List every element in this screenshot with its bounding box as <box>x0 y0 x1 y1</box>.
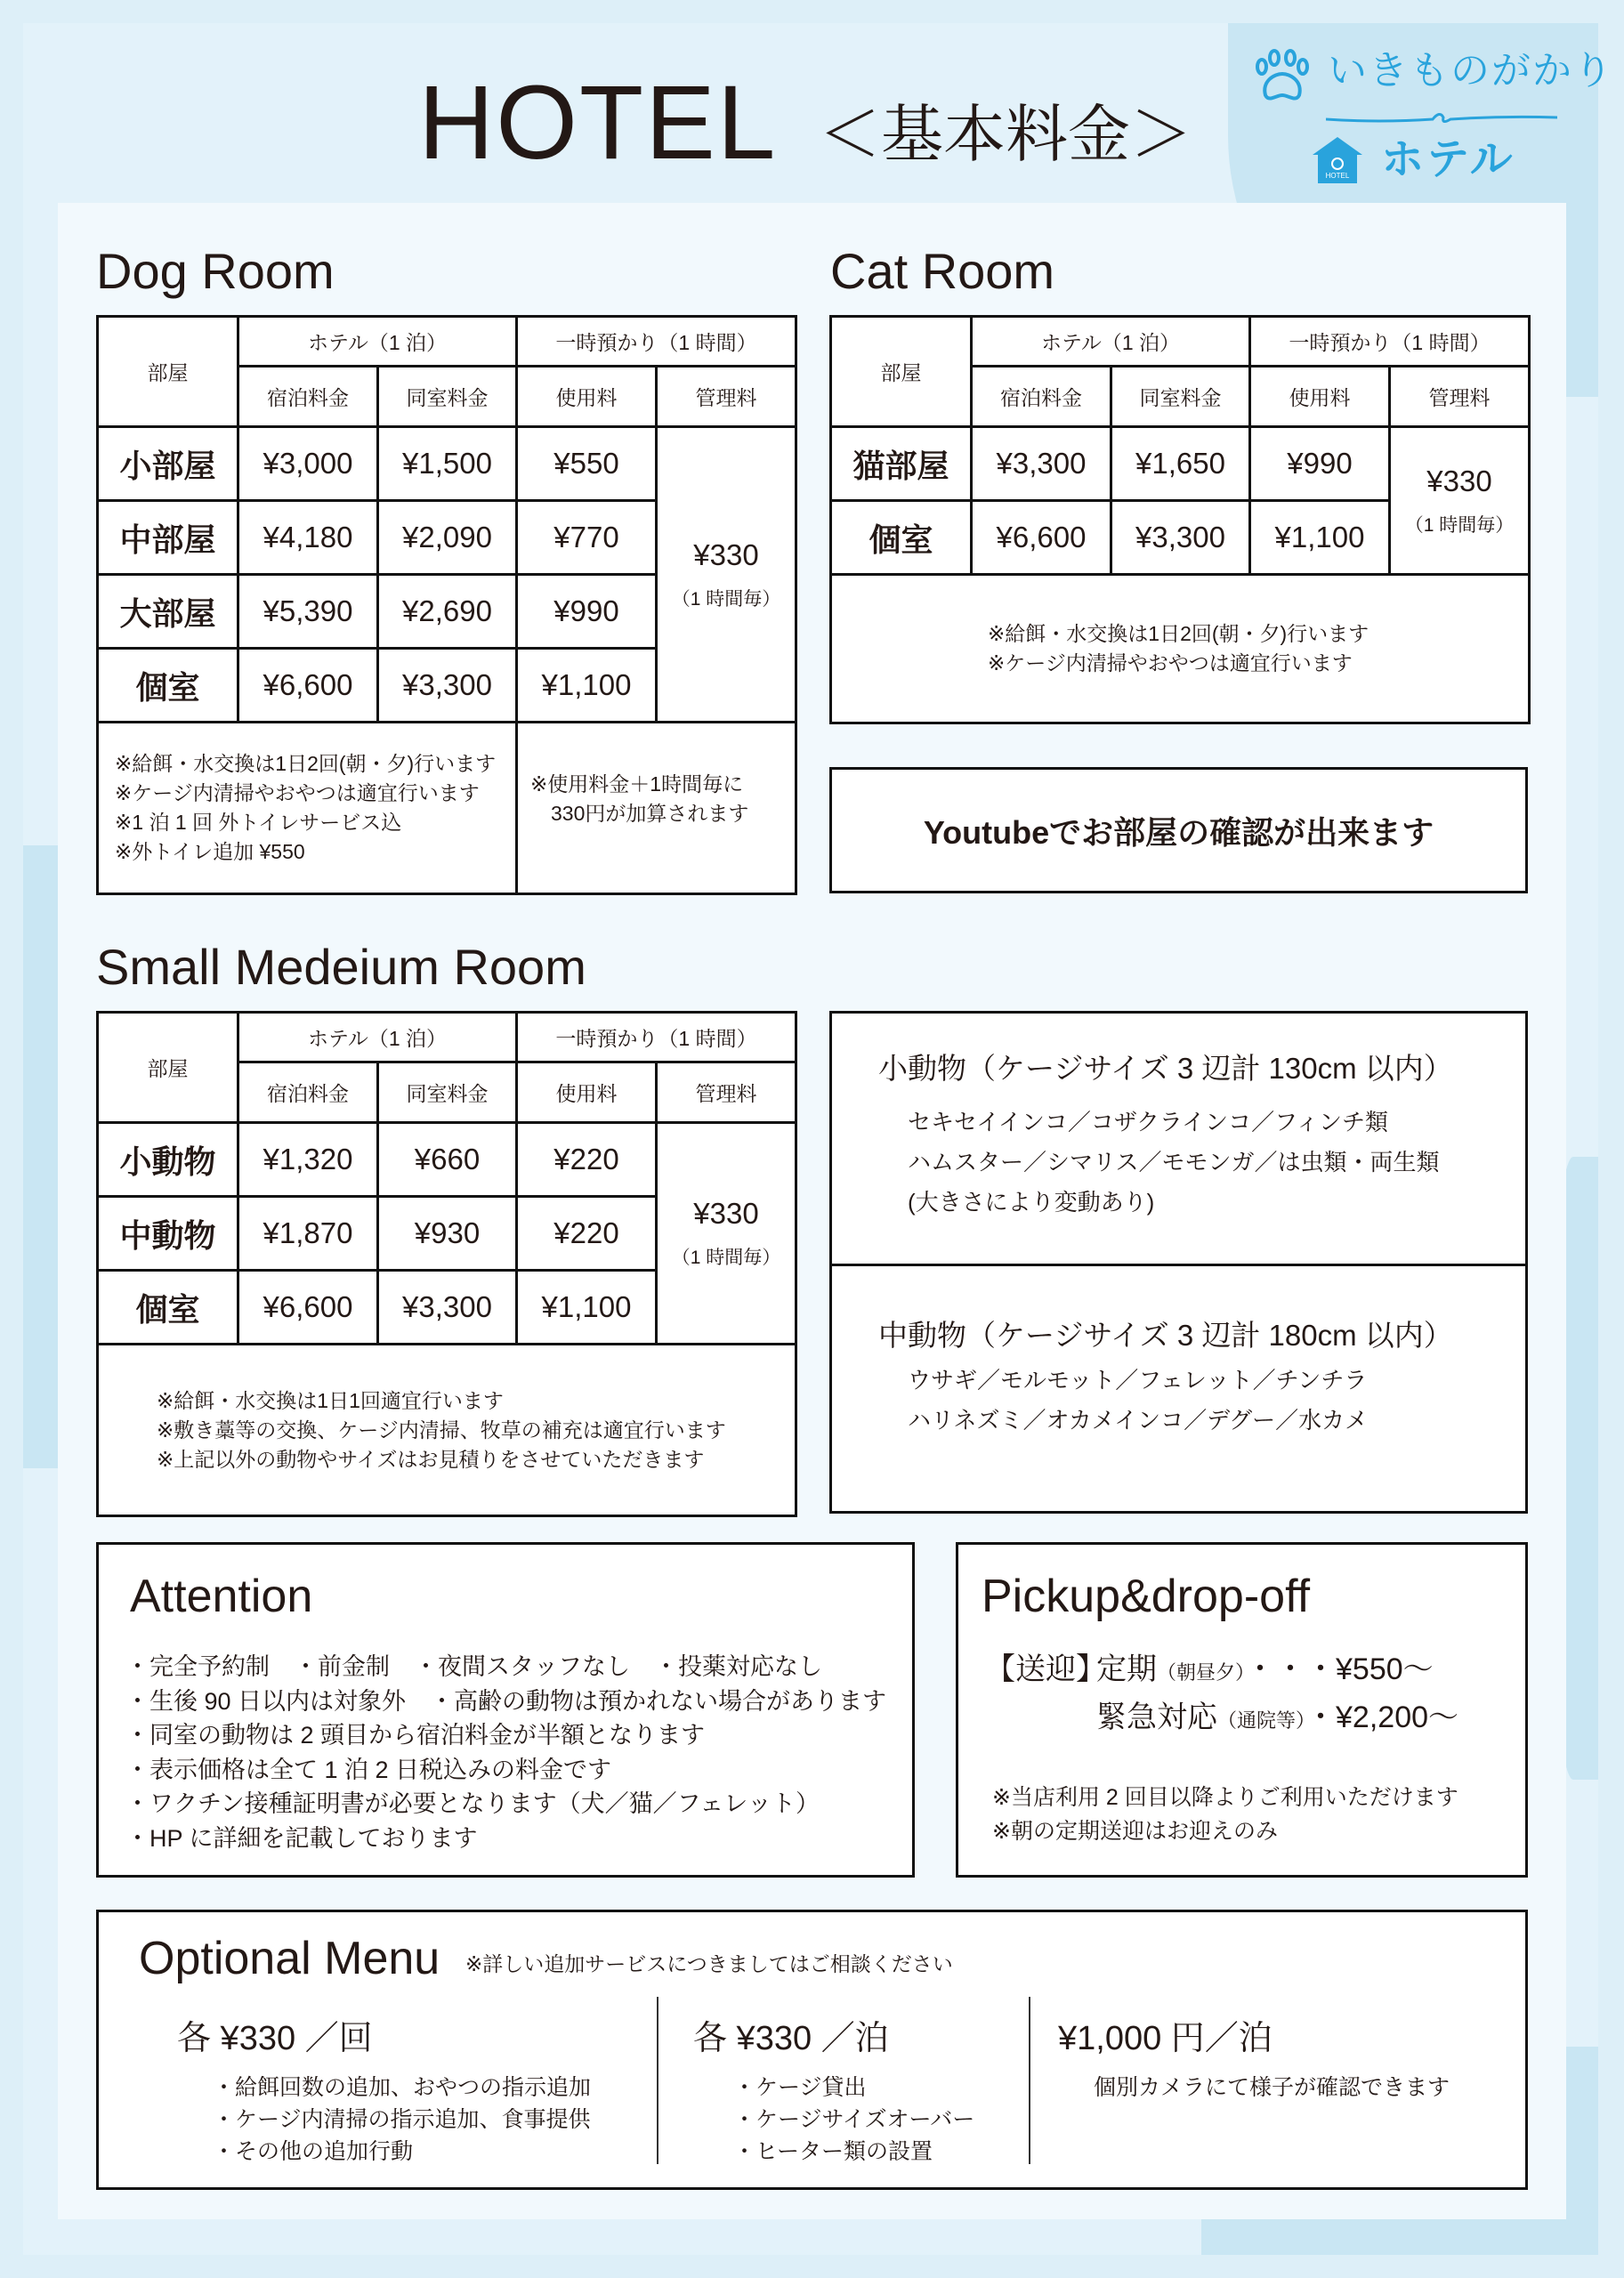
stay-fee: ¥6,600 <box>238 649 378 723</box>
animal-line: ハリネズミ／オカメインコ／デグー／水カメ <box>908 1407 1369 1434</box>
stay-fee: ¥5,390 <box>238 575 378 649</box>
header-usage-fee: 使用料 <box>517 1062 657 1123</box>
table-row <box>98 1123 796 1197</box>
header-same-room-fee: 同室料金 <box>378 367 517 427</box>
note-line: ※1 泊 1 回 外トイレサービス込 <box>115 811 402 834</box>
optional-menu-box <box>96 1910 1528 2190</box>
pickup-box <box>956 1542 1528 1878</box>
header-stay-fee: 宿泊料金 <box>238 1062 378 1123</box>
attention-box <box>96 1542 915 1878</box>
stay-fee: ¥3,300 <box>972 427 1111 501</box>
same-room-fee: ¥930 <box>378 1197 517 1271</box>
pickup-dots: ・ <box>1305 1700 1337 1734</box>
pickup-label: 【送迎】 <box>985 1652 1106 1686</box>
pickup-note: （朝昼夕） <box>1157 1661 1246 1684</box>
small-animal-title: 小動物（ケージサイズ 3 辺計 130cm 以内） <box>878 1052 1453 1085</box>
room-name: 小部屋 <box>98 427 238 501</box>
small-animal-list <box>908 1103 1439 1223</box>
pickup-price: ¥2,200～ <box>1336 1700 1459 1734</box>
header-stay-fee: 宿泊料金 <box>238 367 378 427</box>
pickup-emergency <box>1096 1692 1458 1736</box>
notes-row <box>98 1345 796 1516</box>
management-fee <box>657 427 796 723</box>
pickup-regular <box>1096 1644 1434 1688</box>
header-management-fee: 管理料 <box>1390 367 1530 427</box>
page-subtitle: ＜基本料金＞ <box>819 100 1192 169</box>
header-stay-fee: 宿泊料金 <box>972 367 1111 427</box>
animal-size-box <box>829 1011 1528 1514</box>
dog-price-table <box>96 315 797 895</box>
animal-line: ハムスター／シマリス／モモンガ／は虫類・両生類 <box>908 1149 1440 1175</box>
pickup-dots: ・・・ <box>1245 1652 1337 1686</box>
usage-fee: ¥990 <box>1250 427 1390 501</box>
same-room-fee: ¥3,300 <box>1111 501 1250 575</box>
cat-price-table <box>829 315 1531 724</box>
usage-fee: ¥1,100 <box>517 649 657 723</box>
management-fee-value: ¥330 <box>1426 464 1492 497</box>
stay-fee: ¥4,180 <box>238 501 378 575</box>
logo-wave <box>1326 112 1557 126</box>
header-hotel: ホテル（1 泊） <box>238 1013 517 1062</box>
optional-price: ¥1,000 円／泊 <box>1058 2020 1273 2057</box>
optional-price: 各 ¥330 ／回 <box>177 2020 373 2057</box>
room-name: 中動物 <box>98 1197 238 1271</box>
note-line: ※ケージ内清掃やおやつは適宜行います <box>115 781 480 804</box>
notes <box>98 723 517 894</box>
page-title: HOTEL <box>418 64 778 182</box>
medium-animal-title: 中動物（ケージサイズ 3 辺計 180cm 以内） <box>878 1319 1453 1352</box>
optional-item: ・その他の追加行動 <box>213 2139 414 2164</box>
optional-item: ・ケージサイズオーバー <box>733 2107 975 2132</box>
room-name: 猫部屋 <box>831 427 972 501</box>
pickup-note-line: ※朝の定期送迎はお迎えのみ <box>992 1819 1278 1844</box>
notes <box>831 575 1530 723</box>
small-animal-price-table <box>96 1011 797 1517</box>
header-temporary: 一時預かり（1 時間） <box>517 1013 796 1062</box>
logo-sub: ホテル <box>1381 136 1515 183</box>
same-room-fee: ¥2,090 <box>378 501 517 575</box>
note-line: ※上記以外の動物やサイズはお見積りをさせていただきます <box>157 1447 705 1471</box>
room-name: 個室 <box>98 1271 238 1345</box>
header-room: 部屋 <box>831 317 972 427</box>
youtube-text: Youtubeでお部屋の確認が出来ます <box>923 813 1434 851</box>
note-line: ※給餌・水交換は1日1回適宜行います <box>157 1388 504 1412</box>
animal-line: ウサギ／モルモット／フェレット／チンチラ <box>908 1367 1368 1393</box>
optional-item: ・給餌回数の追加、おやつの指示追加 <box>213 2075 592 2100</box>
management-fee-unit: （1 時間毎） <box>671 588 781 610</box>
dog-room-heading: Dog Room <box>96 243 335 299</box>
management-fee-unit: （1 時間毎） <box>671 1248 781 1268</box>
management-fee-value: ¥330 <box>693 1197 759 1230</box>
optional-col-per-time <box>177 2010 591 2168</box>
note-line: ※使用料金＋1時間毎に <box>530 772 744 796</box>
brand-logo <box>1255 44 1614 196</box>
paw-icon <box>1255 49 1310 104</box>
room-name: 大部屋 <box>98 575 238 649</box>
header-same-room-fee: 同室料金 <box>378 1062 517 1123</box>
animal-line: (大きさにより変動あり) <box>908 1189 1155 1216</box>
note-line: ※給餌・水交換は1日2回(朝・夕)行います <box>988 622 1369 645</box>
header-management-fee: 管理料 <box>657 367 796 427</box>
header-usage-fee: 使用料 <box>517 367 657 427</box>
optional-col-per-night <box>693 2010 974 2168</box>
note-line: ※敷き藁等の交換、ケージ内清掃、牧草の補充は適宜行います <box>157 1418 726 1442</box>
optional-note: ※詳しい追加サービスにつきましてはご相談ください <box>465 1952 953 1975</box>
same-room-fee: ¥1,650 <box>1111 427 1250 501</box>
notes-row <box>831 575 1530 723</box>
header-usage-fee: 使用料 <box>1250 367 1390 427</box>
usage-fee: ¥220 <box>517 1123 657 1197</box>
note-line: ※給餌・水交換は1日2回(朝・夕)行います <box>115 752 497 775</box>
room-name: 中部屋 <box>98 501 238 575</box>
optional-item: ・ケージ貸出 <box>733 2075 867 2100</box>
room-name: 個室 <box>98 649 238 723</box>
medium-animal-list <box>908 1361 1368 1441</box>
usage-fee: ¥990 <box>517 575 657 649</box>
pickup-price: ¥550～ <box>1336 1652 1434 1686</box>
divider <box>657 1997 658 2164</box>
optional-price: 各 ¥330 ／泊 <box>693 2020 889 2057</box>
pickup-note: （通院等） <box>1217 1709 1306 1732</box>
header-temporary: 一時預かり（1 時間） <box>517 317 796 367</box>
pickup-name: 緊急対応 <box>1096 1700 1217 1734</box>
attention-item: ・表示価格は全て 1 泊 2 日税込みの料金です <box>125 1756 612 1783</box>
stay-fee: ¥6,600 <box>238 1271 378 1345</box>
usage-fee: ¥550 <box>517 427 657 501</box>
attention-item: ・ワクチン接種証明書が必要となります（犬／猫／フェレット） <box>125 1790 820 1817</box>
same-room-fee: ¥3,300 <box>378 1271 517 1345</box>
optional-title: Optional Menu <box>139 1933 440 1984</box>
header-hotel: ホテル（1 泊） <box>972 317 1250 367</box>
stay-fee: ¥3,000 <box>238 427 378 501</box>
optional-item: ・ヒーター類の設置 <box>733 2139 933 2164</box>
optional-item: ・ケージ内清掃の指示追加、食事提供 <box>213 2107 591 2132</box>
note-line: ※外トイレ追加 ¥550 <box>115 840 305 863</box>
usage-fee: ¥1,100 <box>517 1271 657 1345</box>
management-fee-value: ¥330 <box>693 537 759 571</box>
pickup-notes <box>992 1781 1458 1848</box>
divider <box>1029 1997 1030 2164</box>
attention-item: ・HP に詳細を記載しております <box>125 1824 478 1852</box>
usage-fee: ¥220 <box>517 1197 657 1271</box>
attention-list <box>125 1650 886 1855</box>
animal-line: セキセイインコ／コザクラインコ／フィンチ類 <box>908 1109 1389 1135</box>
same-room-fee: ¥2,690 <box>378 575 517 649</box>
usage-fee: ¥770 <box>517 501 657 575</box>
same-room-fee: ¥3,300 <box>378 649 517 723</box>
header-management-fee: 管理料 <box>657 1062 796 1123</box>
management-fee <box>657 1123 796 1345</box>
management-fee-unit: （1 時間毎） <box>1404 514 1515 536</box>
cat-room-heading: Cat Room <box>830 243 1055 299</box>
optional-item: 個別カメラにて様子が確認できます <box>1094 2075 1450 2100</box>
attention-item: ・完全予約制 ・前金制 ・夜間スタッフなし ・投薬対応なし <box>125 1653 822 1680</box>
management-fee <box>1390 427 1530 575</box>
pickup-name: 定期 <box>1096 1652 1157 1686</box>
table-row <box>98 427 796 501</box>
stay-fee: ¥1,870 <box>238 1197 378 1271</box>
header-temporary: 一時預かり（1 時間） <box>1250 317 1530 367</box>
room-name: 個室 <box>831 501 972 575</box>
header-room: 部屋 <box>98 317 238 427</box>
logo-name: いきものがかり <box>1328 49 1614 93</box>
attention-title: Attention <box>130 1571 313 1622</box>
usage-fee: ¥1,100 <box>1250 501 1390 575</box>
optional-col-camera <box>1058 2010 1450 2104</box>
notes-row <box>98 723 796 894</box>
divider <box>832 1264 1525 1266</box>
stay-fee: ¥6,600 <box>972 501 1111 575</box>
same-room-fee: ¥1,500 <box>378 427 517 501</box>
small-room-heading: Small Medeium Room <box>96 939 586 995</box>
notes <box>98 1345 796 1516</box>
pickup-title: Pickup&drop-off <box>982 1571 1311 1622</box>
stay-fee: ¥1,320 <box>238 1123 378 1197</box>
attention-item: ・同室の動物は 2 頭目から宿泊料金が半額となります <box>125 1722 706 1749</box>
note-line: 330円が加算されます <box>530 802 749 825</box>
table-row <box>831 427 1530 501</box>
notes-right <box>517 723 796 894</box>
header-same-room-fee: 同室料金 <box>1111 367 1250 427</box>
logo-badge: HOTEL <box>1325 172 1350 180</box>
pickup-note-line: ※当店利用 2 回目以降よりご利用いただけます <box>992 1785 1458 1810</box>
same-room-fee: ¥660 <box>378 1123 517 1197</box>
note-line: ※ケージ内清掃やおやつは適宜行います <box>988 651 1353 675</box>
youtube-banner[interactable] <box>829 767 1528 893</box>
room-name: 小動物 <box>98 1123 238 1197</box>
header-room: 部屋 <box>98 1013 238 1123</box>
attention-item: ・生後 90 日以内は対象外 ・高齢の動物は預かれない場合があります <box>125 1687 887 1715</box>
header-hotel: ホテル（1 泊） <box>238 317 517 367</box>
house-icon <box>1313 137 1362 183</box>
